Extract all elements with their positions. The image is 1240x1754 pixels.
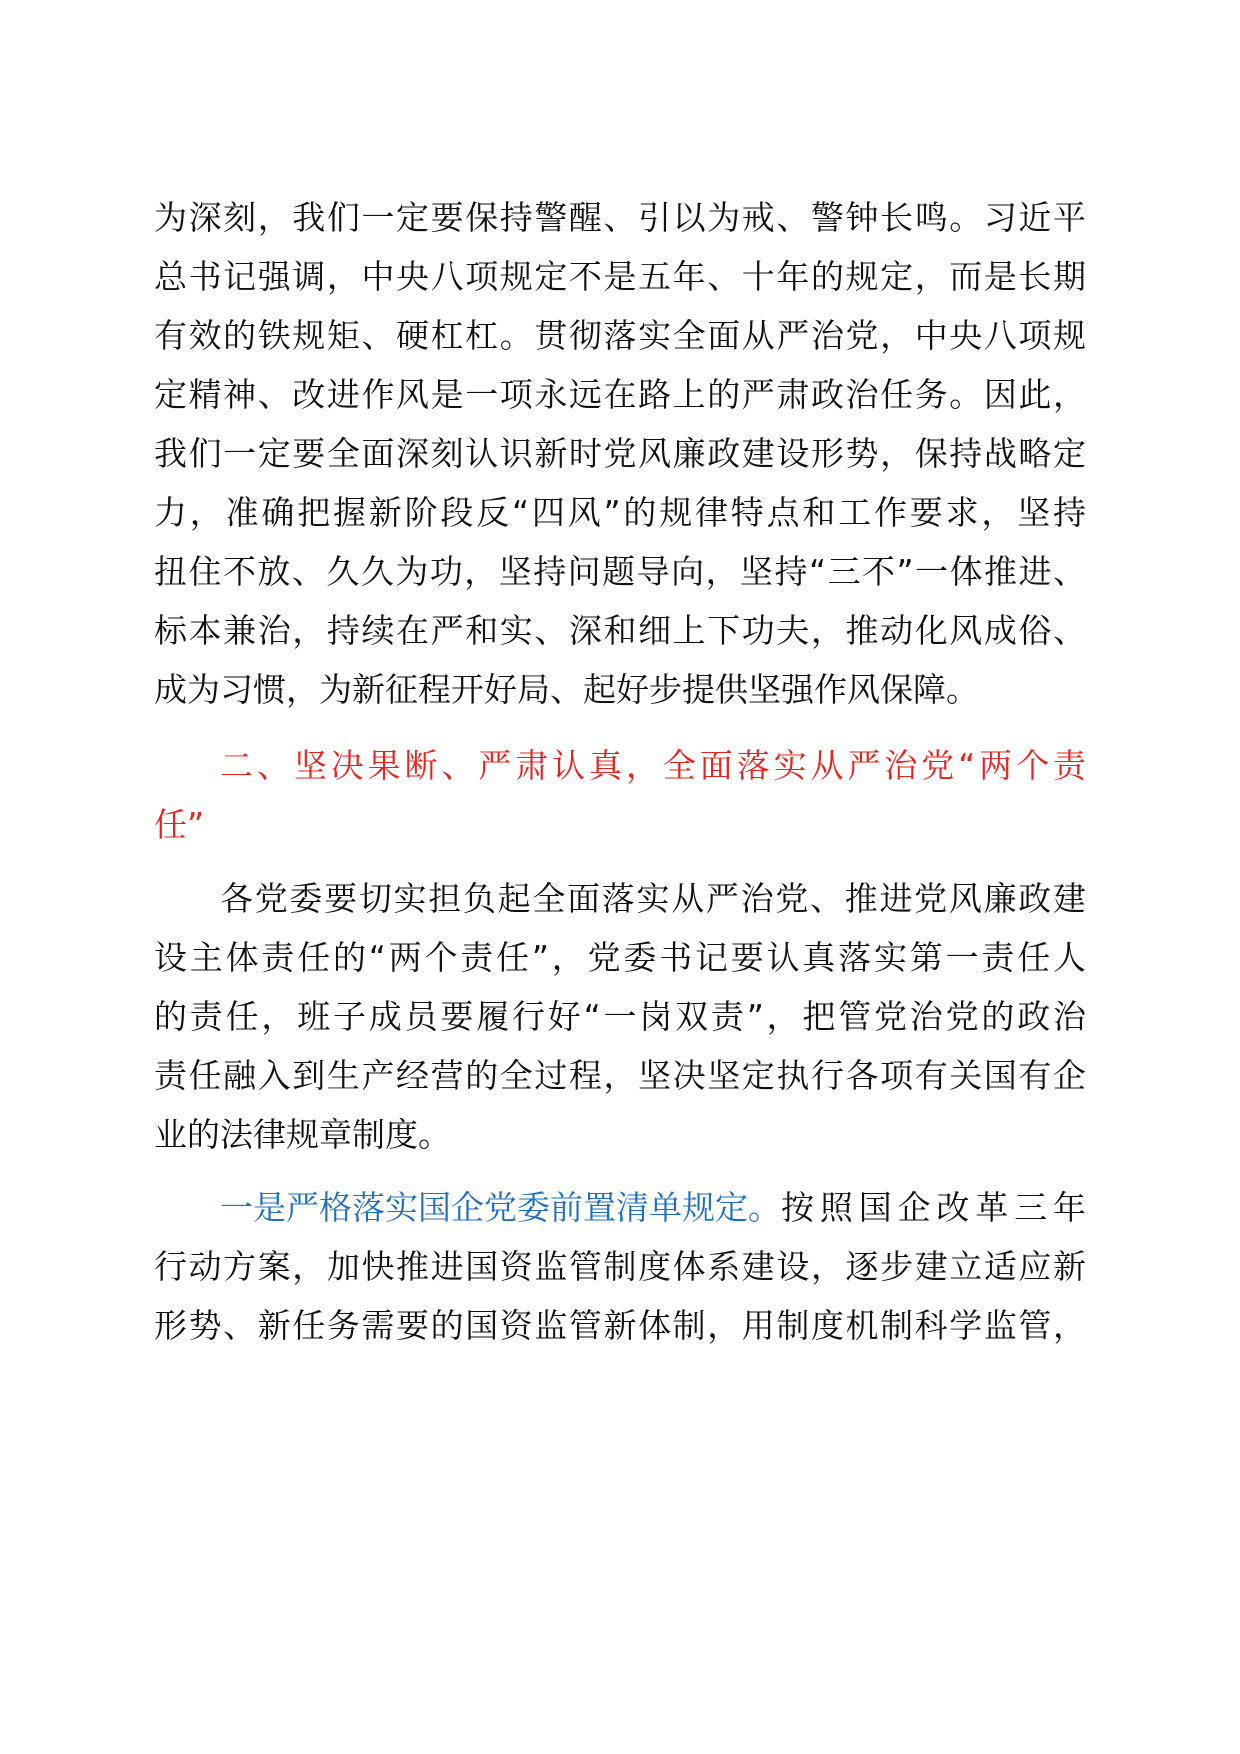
text-line: 总书记强调，中央八项规定不是五年、十年的规定，而是长期 (154, 257, 1086, 296)
text-line: 行动方案，加快推进国资监管制度体系建设，逐步建立适应新 (154, 1247, 1086, 1286)
text-line: 成为习惯，为新征程开好局、起好步提供坚强作风保障。 (154, 670, 979, 709)
text-line: 各党委要切实担负起全面落实从严治党、推进党风廉政建 (220, 879, 1086, 918)
heading-line: 任” (154, 805, 205, 844)
text-line: 力，准确把握新阶段反“四风”的规律特点和工作要求，坚持 (154, 493, 1086, 532)
text-line: 我们一定要全面深刻认识新时党风廉政建设形势，保持战略定 (154, 434, 1086, 473)
text-line: 标本兼治，持续在严和实、深和细上下功夫，推动化风成俗、 (154, 611, 1086, 650)
text-line: 为深刻，我们一定要保持警醒、引以为戒、警钟长鸣。习近平 (154, 198, 1086, 237)
paragraph-lead: 一是严格落实国企党委前置清单规定。 (220, 1188, 781, 1227)
text-line: 形势、新任务需要的国资监管新体制，用制度机制科学监管， (154, 1306, 1086, 1345)
text-line: 的责任，班子成员要履行好“一岗双责”，把管党治党的政治 (154, 997, 1086, 1036)
text-line: 扭住不放、久久为功，坚持问题导向，坚持“三不”一体推进、 (154, 552, 1086, 591)
text-line: 责任融入到生产经营的全过程，坚决坚定执行各项有关国有企 (154, 1056, 1086, 1095)
text-line: 有效的铁规矩、硬杠杠。贯彻落实全面从严治党，中央八项规 (154, 316, 1086, 355)
paragraph-lead-rest: 按照国企改革三年 (781, 1188, 1086, 1227)
text-line: 定精神、改进作风是一项永远在路上的严肃政治任务。因此， (154, 375, 1086, 414)
text-line: 设主体责任的“两个责任”，党委书记要认真落实第一责任人 (154, 938, 1086, 977)
heading-line: 二、坚决果断、严肃认真，全面落实从严治党“两个责 (220, 746, 1086, 785)
text-line (220, 1175, 1086, 1241)
text-line: 业的法律规章制度。 (154, 1115, 451, 1154)
